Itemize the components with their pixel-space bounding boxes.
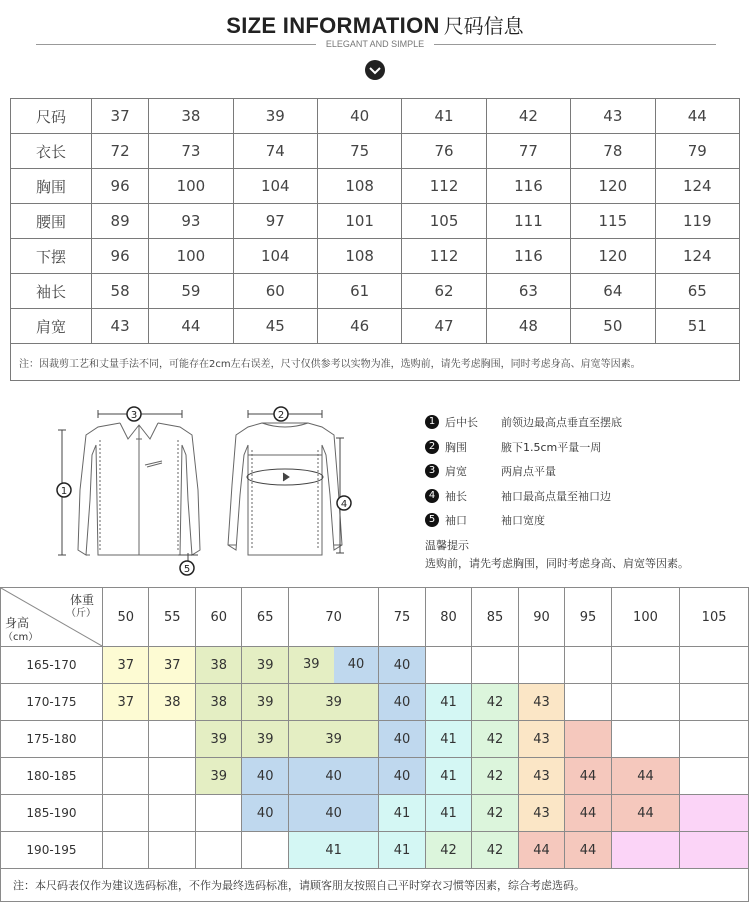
fit-row <box>1 684 749 721</box>
size-row-label: 胸围 <box>11 169 92 204</box>
weight-header: 105 <box>680 588 749 647</box>
size-row-label: 袖长 <box>11 274 92 309</box>
size-cell: 40 <box>379 684 425 721</box>
size-cell: 50 <box>571 309 655 344</box>
legend-number-icon: 1 <box>425 415 439 429</box>
weight-header: 55 <box>149 588 195 647</box>
size-cell: 64 <box>571 274 655 309</box>
empty-cell <box>195 795 241 832</box>
size-cell: 104 <box>233 169 317 204</box>
size-cell: 40 <box>334 647 379 683</box>
size-cell: 42 <box>472 684 518 721</box>
size-cell: 96 <box>92 239 149 274</box>
empty-cell <box>611 647 679 684</box>
size-cell-split <box>288 647 378 684</box>
size-cell <box>565 721 611 758</box>
legend-item <box>425 459 622 484</box>
empty-cell <box>103 832 149 869</box>
size-cell: 89 <box>92 204 149 239</box>
size-cell: 119 <box>655 204 739 239</box>
size-cell: 116 <box>486 239 570 274</box>
weight-header: 60 <box>195 588 241 647</box>
size-cell: 38 <box>195 647 241 684</box>
size-cell: 51 <box>655 309 739 344</box>
legend-desc: 两肩点平量 <box>501 465 556 479</box>
size-cell: 74 <box>233 134 317 169</box>
title-cn: 尺码信息 <box>443 14 524 38</box>
size-cell: 61 <box>317 274 401 309</box>
size-cell: 42 <box>472 721 518 758</box>
size-cell: 62 <box>402 274 486 309</box>
size-cell: 78 <box>571 134 655 169</box>
legend-desc: 袖口最高点量至袖口边 <box>501 489 611 503</box>
size-cell: 116 <box>486 169 570 204</box>
size-cell: 41 <box>379 795 425 832</box>
size-cell: 112 <box>402 239 486 274</box>
size-cell: 42 <box>472 832 518 869</box>
size-cell: 97 <box>233 204 317 239</box>
weight-header: 65 <box>242 588 288 647</box>
size-cell: 43 <box>518 721 564 758</box>
size-cell: 44 <box>565 758 611 795</box>
size-cell: 40 <box>379 647 425 684</box>
fit-row <box>1 647 749 684</box>
size-cell: 40 <box>242 758 288 795</box>
size-row <box>11 274 740 309</box>
fit-header-row <box>1 588 749 647</box>
size-cell: 41 <box>425 684 471 721</box>
weight-header: 100 <box>611 588 679 647</box>
height-range: 180-185 <box>1 758 103 795</box>
corner-cell <box>1 588 103 647</box>
empty-cell <box>103 721 149 758</box>
weight-header: 50 <box>103 588 149 647</box>
marker-1-label: 1 <box>60 486 68 497</box>
size-cell: 42 <box>425 832 471 869</box>
height-range: 170-175 <box>1 684 103 721</box>
fit-row <box>1 832 749 869</box>
size-cell: 96 <box>92 169 149 204</box>
size-cell: 38 <box>149 684 195 721</box>
size-row <box>11 239 740 274</box>
size-cell: 101 <box>317 204 401 239</box>
size-cell: 42 <box>472 758 518 795</box>
size-cell: 41 <box>425 721 471 758</box>
empty-cell <box>680 647 749 684</box>
weight-header: 85 <box>472 588 518 647</box>
measurement-legend <box>425 410 622 533</box>
empty-cell <box>565 684 611 721</box>
size-cell: 43 <box>518 795 564 832</box>
size-cell: 45 <box>233 309 317 344</box>
marker-5-label: 5 <box>183 564 191 575</box>
size-row <box>11 99 740 134</box>
size-cell: 40 <box>242 795 288 832</box>
empty-cell <box>149 721 195 758</box>
size-cell: 44 <box>518 832 564 869</box>
empty-cell <box>472 647 518 684</box>
header <box>0 0 750 90</box>
empty-cell <box>242 832 288 869</box>
empty-cell <box>680 721 749 758</box>
tip-text: 选购前，请先考虑胸围，同时考虑身高、肩宽等因素。 <box>425 557 689 570</box>
size-cell: 38 <box>195 684 241 721</box>
size-cell: 41 <box>379 832 425 869</box>
size-cell: 44 <box>611 795 679 832</box>
height-range: 175-180 <box>1 721 103 758</box>
size-cell: 41 <box>425 758 471 795</box>
empty-cell <box>518 647 564 684</box>
size-cell: 72 <box>92 134 149 169</box>
fit-row <box>1 721 749 758</box>
size-cell: 44 <box>565 832 611 869</box>
marker-2-label: 2 <box>277 410 285 421</box>
size-cell: 37 <box>103 684 149 721</box>
fit-row <box>1 795 749 832</box>
size-cell: 41 <box>288 832 378 869</box>
empty-cell <box>195 832 241 869</box>
size-cell: 41 <box>402 99 486 134</box>
weight-header: 90 <box>518 588 564 647</box>
size-cell: 39 <box>195 721 241 758</box>
size-cell: 47 <box>402 309 486 344</box>
size-cell: 104 <box>233 239 317 274</box>
fit-table <box>0 587 749 902</box>
weight-header: 70 <box>288 588 378 647</box>
legend-name: 袖长 <box>445 489 467 503</box>
legend-desc: 前领边最高点垂直至摆底 <box>501 416 622 430</box>
size-cell: 48 <box>486 309 570 344</box>
size-cell: 120 <box>571 239 655 274</box>
legend-item <box>425 410 622 435</box>
size-cell: 124 <box>655 239 739 274</box>
empty-cell <box>565 647 611 684</box>
size-row-label: 肩宽 <box>11 309 92 344</box>
height-range: 165-170 <box>1 647 103 684</box>
size-cell: 108 <box>317 169 401 204</box>
size-row <box>11 134 740 169</box>
shirt-diagram <box>0 395 750 580</box>
legend-desc: 腋下1.5cm平量一周 <box>501 440 602 454</box>
shirt-front-illustration <box>78 423 200 555</box>
legend-number-icon: 2 <box>425 440 439 454</box>
empty-cell <box>611 684 679 721</box>
legend-item <box>425 484 622 509</box>
size-cell: 108 <box>317 239 401 274</box>
size-cell: 42 <box>486 99 570 134</box>
size-cell: 39 <box>288 721 378 758</box>
empty-cell <box>425 647 471 684</box>
size-cell: 124 <box>655 169 739 204</box>
size-cell: 37 <box>103 647 149 684</box>
size-cell: 77 <box>486 134 570 169</box>
size-cell: 59 <box>149 274 233 309</box>
size-cell: 39 <box>195 758 241 795</box>
size-cell: 42 <box>472 795 518 832</box>
size-cell: 112 <box>402 169 486 204</box>
size-cell: 75 <box>317 134 401 169</box>
size-cell <box>680 795 749 832</box>
height-range: 185-190 <box>1 795 103 832</box>
empty-cell <box>103 758 149 795</box>
fit-table-note: 注：本尺码表仅作为建议选码标准，不作为最终选码标准，请顾客朋友按照自己平时穿衣习惯等因素，综合考虑选码。 <box>1 869 749 902</box>
size-row-label: 衣长 <box>11 134 92 169</box>
weight-unit: （斤） <box>66 608 96 619</box>
size-cell: 43 <box>518 758 564 795</box>
size-cell: 76 <box>402 134 486 169</box>
size-cell: 37 <box>149 647 195 684</box>
size-cell: 40 <box>317 99 401 134</box>
legend-name: 胸围 <box>445 440 467 454</box>
size-cell: 43 <box>518 684 564 721</box>
marker-4-label: 4 <box>340 499 348 510</box>
legend-item <box>425 508 622 533</box>
size-row <box>11 169 740 204</box>
size-cell: 65 <box>655 274 739 309</box>
size-cell: 115 <box>571 204 655 239</box>
legend-number-icon: 3 <box>425 464 439 478</box>
marker-3-label: 3 <box>130 410 138 421</box>
empty-cell <box>103 795 149 832</box>
empty-cell <box>149 795 195 832</box>
weight-label: 体重 <box>69 593 94 607</box>
legend-name: 肩宽 <box>445 465 467 479</box>
size-cell: 44 <box>655 99 739 134</box>
size-cell: 79 <box>655 134 739 169</box>
size-cell: 120 <box>571 169 655 204</box>
size-cell: 100 <box>149 239 233 274</box>
size-table-note: 注：因裁剪工艺和丈量手法不同，可能存在2cm左右误差，尺寸仅供参考以实物为准，选购前，请先考虑胸围，同时考虑身高、肩宽等因素。 <box>11 344 740 381</box>
size-row-label: 下摆 <box>11 239 92 274</box>
size-cell: 105 <box>402 204 486 239</box>
size-cell: 39 <box>242 684 288 721</box>
legend-name: 后中长 <box>445 416 478 430</box>
empty-cell <box>680 758 749 795</box>
empty-cell <box>149 832 195 869</box>
legend-desc: 袖口宽度 <box>501 514 545 528</box>
empty-cell <box>611 721 679 758</box>
title-en: SIZE INFORMATION <box>226 13 440 38</box>
size-cell: 43 <box>92 309 149 344</box>
size-cell: 44 <box>611 758 679 795</box>
fit-row <box>1 758 749 795</box>
subtitle: ELEGANT AND SIMPLE <box>0 39 750 49</box>
size-cell: 44 <box>565 795 611 832</box>
legend-name: 袖口 <box>445 514 467 528</box>
size-cell: 39 <box>288 684 378 721</box>
size-cell: 40 <box>288 795 378 832</box>
legend-item <box>425 435 622 460</box>
size-row <box>11 309 740 344</box>
size-cell: 39 <box>242 721 288 758</box>
size-cell <box>680 832 749 869</box>
tip-title: 温馨提示 <box>425 539 469 552</box>
weight-header: 95 <box>565 588 611 647</box>
size-row-label: 腰围 <box>11 204 92 239</box>
chevron-down-icon <box>365 60 385 80</box>
size-table <box>10 98 740 381</box>
size-cell <box>611 832 679 869</box>
size-cell: 37 <box>92 99 149 134</box>
size-cell: 93 <box>149 204 233 239</box>
empty-cell <box>149 758 195 795</box>
weight-header: 80 <box>425 588 471 647</box>
height-range: 190-195 <box>1 832 103 869</box>
size-cell: 43 <box>571 99 655 134</box>
size-cell: 38 <box>149 99 233 134</box>
height-unit: （cm） <box>3 632 39 643</box>
size-cell: 39 <box>242 647 288 684</box>
size-cell: 40 <box>288 758 378 795</box>
size-cell: 111 <box>486 204 570 239</box>
height-label: 身高 <box>5 616 30 630</box>
shirt-back-illustration <box>228 423 342 555</box>
size-row <box>11 204 740 239</box>
empty-cell <box>680 684 749 721</box>
size-cell: 63 <box>486 274 570 309</box>
size-cell: 44 <box>149 309 233 344</box>
size-cell: 40 <box>379 758 425 795</box>
weight-header: 75 <box>379 588 425 647</box>
size-cell: 100 <box>149 169 233 204</box>
size-cell: 40 <box>379 721 425 758</box>
legend-number-icon: 5 <box>425 513 439 527</box>
size-row-label: 尺码 <box>11 99 92 134</box>
size-cell: 58 <box>92 274 149 309</box>
size-cell: 41 <box>425 795 471 832</box>
size-cell: 73 <box>149 134 233 169</box>
size-cell: 39 <box>233 99 317 134</box>
page-title <box>0 10 750 39</box>
legend-number-icon: 4 <box>425 489 439 503</box>
size-cell: 39 <box>289 647 334 683</box>
size-cell: 46 <box>317 309 401 344</box>
size-cell: 60 <box>233 274 317 309</box>
